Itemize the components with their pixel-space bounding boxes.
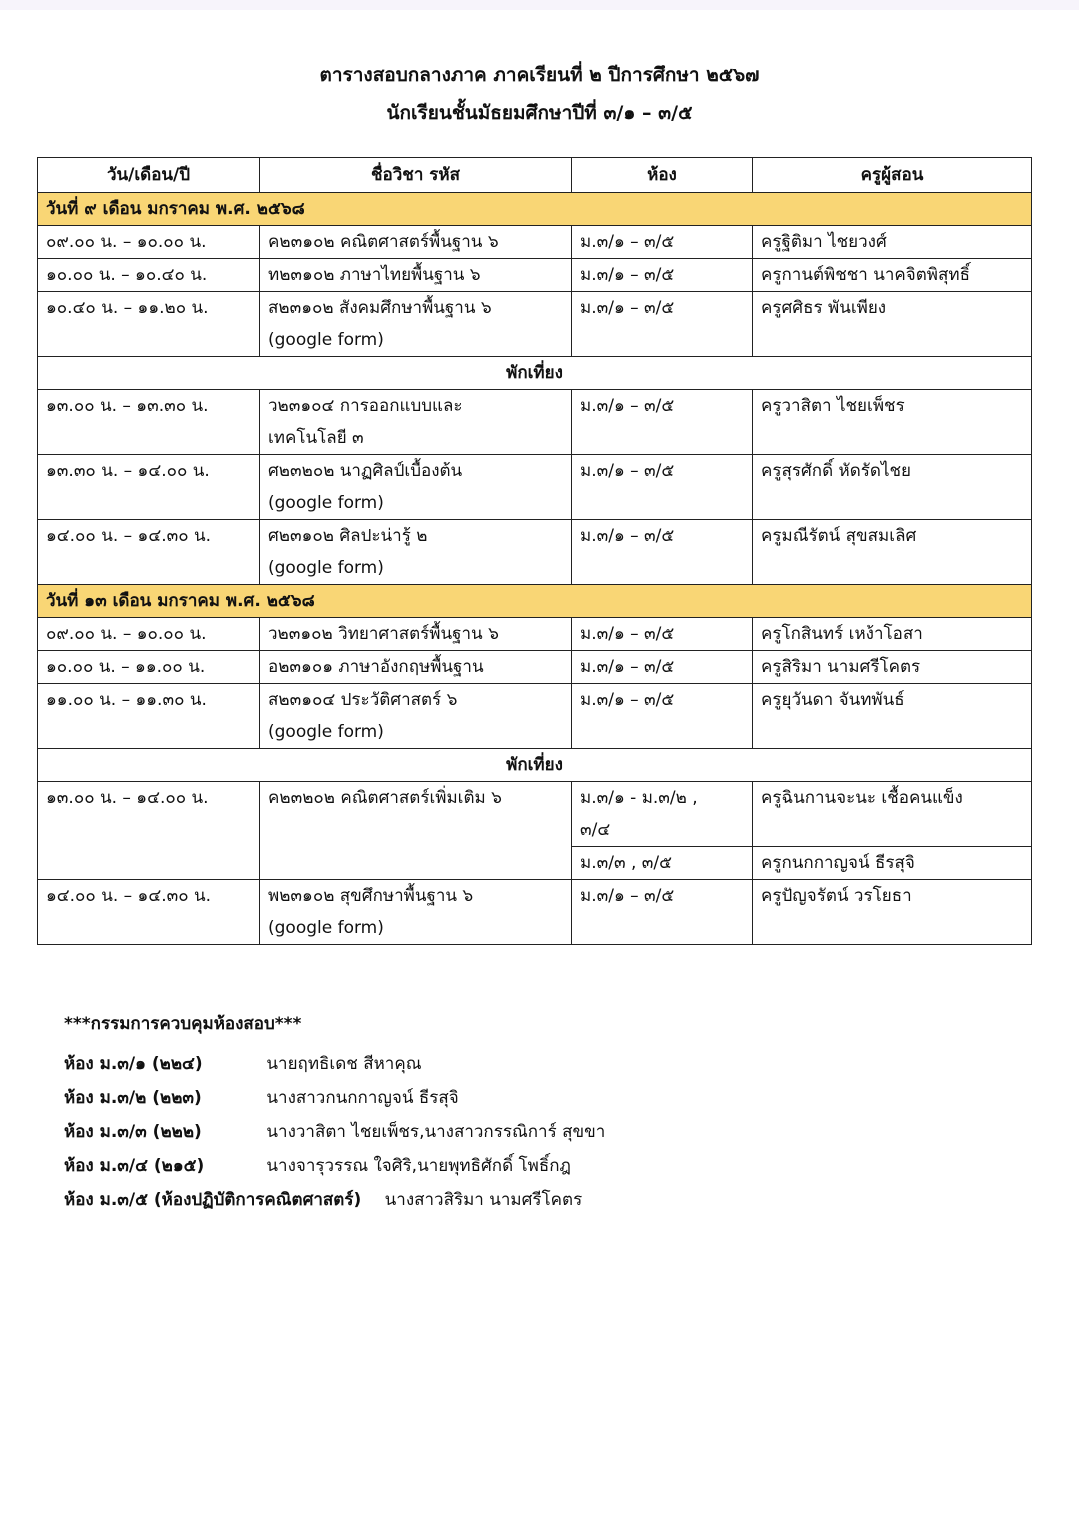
time-cell: ๐๙.๐๐ น. – ๑๐.๐๐ น.	[38, 618, 260, 651]
committee-row	[64, 1183, 605, 1217]
subject-name: พ๒๓๑๐๒ สุขศึกษาพื้นฐาน ๖	[268, 886, 474, 906]
room-line: ๓/๔	[580, 820, 611, 840]
subject-cell	[260, 520, 572, 585]
header-date: วัน/เดือน/ปี	[38, 158, 260, 193]
teacher-cell: ครูสิริมา นามศรีโคตร	[753, 651, 1032, 684]
subject-note: (google form)	[268, 722, 384, 742]
room-cell: ม.๓/๑ – ๓/๕	[572, 390, 753, 455]
scan-top-edge	[0, 0, 1079, 10]
subject-cell: ค๒๓๒๐๒ คณิตศาสตร์เพิ่มเติม ๖	[260, 782, 572, 880]
teacher-cell: ครูมณีรัตน์ สุขสมเลิศ	[753, 520, 1032, 585]
teacher-cell: ครูสุรศักดิ์ หัดรัดไชย	[753, 455, 1032, 520]
committee-row	[64, 1081, 605, 1115]
committee-room: ห้อง ม.๓/๒ (๒๒๓)	[64, 1088, 202, 1108]
header-room: ห้อง	[572, 158, 753, 193]
teacher-cell: ครูฉินกานจะนะ เชื้อคนแข็ง	[753, 782, 1032, 847]
committee-row	[64, 1149, 605, 1183]
subject-note: (google form)	[268, 558, 384, 578]
room-line: ม.๓/๑ - ม.๓/๒ ,	[580, 788, 698, 808]
teacher-cell: ครูปัญจรัตน์ วรโยธา	[753, 880, 1032, 945]
teacher-cell: ครูศศิธร พันเพียง	[753, 292, 1032, 357]
subject-cell	[260, 880, 572, 945]
committee-room: ห้อง ม.๓/๓ (๒๒๒)	[64, 1122, 202, 1142]
time-cell: ๑๓.๐๐ น. – ๑๓.๓๐ น.	[38, 390, 260, 455]
room-cell: ม.๓/๑ – ๓/๕	[572, 292, 753, 357]
subject-name: ว๒๓๑๐๔ การออกแบบและ	[268, 396, 463, 416]
table-row	[38, 651, 1032, 684]
committee-names: นายฤทธิเดช สีหาคุณ	[266, 1054, 422, 1074]
subject-note: (google form)	[268, 493, 384, 513]
room-cell: ม.๓/๑ – ๓/๕	[572, 259, 753, 292]
table-row	[38, 455, 1032, 520]
subject-name: ศ๒๓๒๐๒ นาฏศิลป์เบื้องต้น	[268, 461, 463, 481]
time-cell: ๐๙.๐๐ น. – ๑๐.๐๐ น.	[38, 226, 260, 259]
subject-name: ส๒๓๑๐๒ สังคมศึกษาพื้นฐาน ๖	[268, 298, 492, 318]
room-cell: ม.๓/๑ – ๓/๕	[572, 684, 753, 749]
header-subject: ชื่อวิชา รหัส	[260, 158, 572, 193]
room-cell: ม.๓/๑ – ๓/๕	[572, 618, 753, 651]
lunch-break-label: พักเที่ยง	[38, 357, 1032, 390]
table-row	[38, 292, 1032, 357]
committee-room: ห้อง ม.๓/๑ (๒๒๔)	[64, 1054, 203, 1074]
committee-names: นางวาสิตา ไชยเพ็ชร,นางสาวกรรณิการ์ สุขขา	[266, 1122, 606, 1142]
room-cell: ม.๓/๑ – ๓/๕	[572, 520, 753, 585]
teacher-cell: ครูวาสิตา ไชยเพ็ชร	[753, 390, 1032, 455]
subject-cell: ท๒๓๑๐๒ ภาษาไทยพื้นฐาน ๖	[260, 259, 572, 292]
committee-names: นางสาวกนกกาญจน์ ธีรสุจิ	[266, 1088, 459, 1108]
lunch-break-row	[38, 357, 1032, 390]
table-row	[38, 880, 1032, 945]
time-cell: ๑๔.๐๐ น. – ๑๔.๓๐ น.	[38, 880, 260, 945]
lunch-break-label: พักเที่ยง	[38, 749, 1032, 782]
subject-note: (google form)	[268, 330, 384, 350]
table-row	[38, 684, 1032, 749]
committee-row	[64, 1115, 605, 1149]
day-row	[38, 585, 1032, 618]
committee-heading: ***กรรมการควบคุมห้องสอบ***	[64, 1014, 302, 1034]
subject-cell	[260, 684, 572, 749]
subject-cell	[260, 390, 572, 455]
committee-room: ห้อง ม.๓/๔ (๒๑๕)	[64, 1156, 205, 1176]
teacher-cell: ครูยุวันดา จันทพันธ์	[753, 684, 1032, 749]
table-header-row	[38, 158, 1032, 193]
teacher-cell: ครูกนกกาญจน์ ธีรสุจิ	[753, 847, 1032, 880]
subject-cell	[260, 455, 572, 520]
exam-schedule-table	[37, 157, 1032, 945]
lunch-break-row	[38, 749, 1032, 782]
room-cell: ม.๓/๑ – ๓/๕	[572, 880, 753, 945]
time-cell: ๑๓.๓๐ น. – ๑๔.๐๐ น.	[38, 455, 260, 520]
day-row	[38, 193, 1032, 226]
document-subtitle: นักเรียนชั้นมัธยมศึกษาปีที่ ๓/๑ – ๓/๕	[386, 102, 693, 124]
room-cell: ม.๓/๑ – ๓/๕	[572, 455, 753, 520]
time-cell: ๑๑.๐๐ น. – ๑๑.๓๐ น.	[38, 684, 260, 749]
time-cell: ๑๔.๐๐ น. – ๑๔.๓๐ น.	[38, 520, 260, 585]
document-title: ตารางสอบกลางภาค ภาคเรียนที่ ๒ ปีการศึกษา ๒๕๖๗	[319, 64, 760, 86]
subject-name: ส๒๓๑๐๔ ประวัติศาสตร์ ๖	[268, 690, 458, 710]
subject-cell: อ๒๓๑๐๑ ภาษาอังกฤษพื้นฐาน	[260, 651, 572, 684]
time-cell: ๑๐.๔๐ น. – ๑๑.๒๐ น.	[38, 292, 260, 357]
room-cell: ม.๓/๓ , ๓/๕	[572, 847, 753, 880]
room-cell	[572, 782, 753, 847]
table-row	[38, 520, 1032, 585]
room-cell: ม.๓/๑ – ๓/๕	[572, 651, 753, 684]
committee-row	[64, 1047, 605, 1081]
time-cell: ๑๓.๐๐ น. – ๑๔.๐๐ น.	[38, 782, 260, 880]
teacher-cell: ครูฐิติมา ไชยวงศ์	[753, 226, 1032, 259]
subject-name: ศ๒๓๑๐๒ ศิลปะน่ารู้ ๒	[268, 526, 428, 546]
table-row	[38, 618, 1032, 651]
table-row	[38, 226, 1032, 259]
committee-names: นางสาวสิริมา นามศรีโคตร	[384, 1190, 583, 1210]
committee-room: ห้อง ม.๓/๕ (ห้องปฏิบัติการคณิตศาสตร์)	[64, 1190, 362, 1210]
day-label: วันที่ ๙ เดือน มกราคม พ.ศ. ๒๕๖๘	[38, 193, 1032, 226]
time-cell: ๑๐.๐๐ น. – ๑๑.๐๐ น.	[38, 651, 260, 684]
room-cell: ม.๓/๑ – ๓/๕	[572, 226, 753, 259]
time-cell: ๑๐.๐๐ น. – ๑๐.๔๐ น.	[38, 259, 260, 292]
subject-cell: ว๒๓๑๐๒ วิทยาศาสตร์พื้นฐาน ๖	[260, 618, 572, 651]
subject-cell: ค๒๓๑๐๒ คณิตศาสตร์พื้นฐาน ๖	[260, 226, 572, 259]
subject-note: (google form)	[268, 918, 384, 938]
subject-note: เทคโนโลยี ๓	[268, 428, 364, 448]
header-teacher: ครูผู้สอน	[753, 158, 1032, 193]
committee-section	[64, 1010, 605, 1217]
day-label: วันที่ ๑๓ เดือน มกราคม พ.ศ. ๒๕๖๘	[38, 585, 1032, 618]
subject-cell	[260, 292, 572, 357]
table-row	[38, 259, 1032, 292]
committee-names: นางจารุวรรณ ใจศิริ,นายพุทธิศักดิ์ โพธิ์กฎ	[266, 1156, 571, 1176]
teacher-cell: ครูโกสินทร์ เหง้าโอสา	[753, 618, 1032, 651]
teacher-cell: ครูกานต์พิชชา นาคจิตพิสุทธิ์	[753, 259, 1032, 292]
table-row	[38, 390, 1032, 455]
table-row	[38, 782, 1032, 847]
